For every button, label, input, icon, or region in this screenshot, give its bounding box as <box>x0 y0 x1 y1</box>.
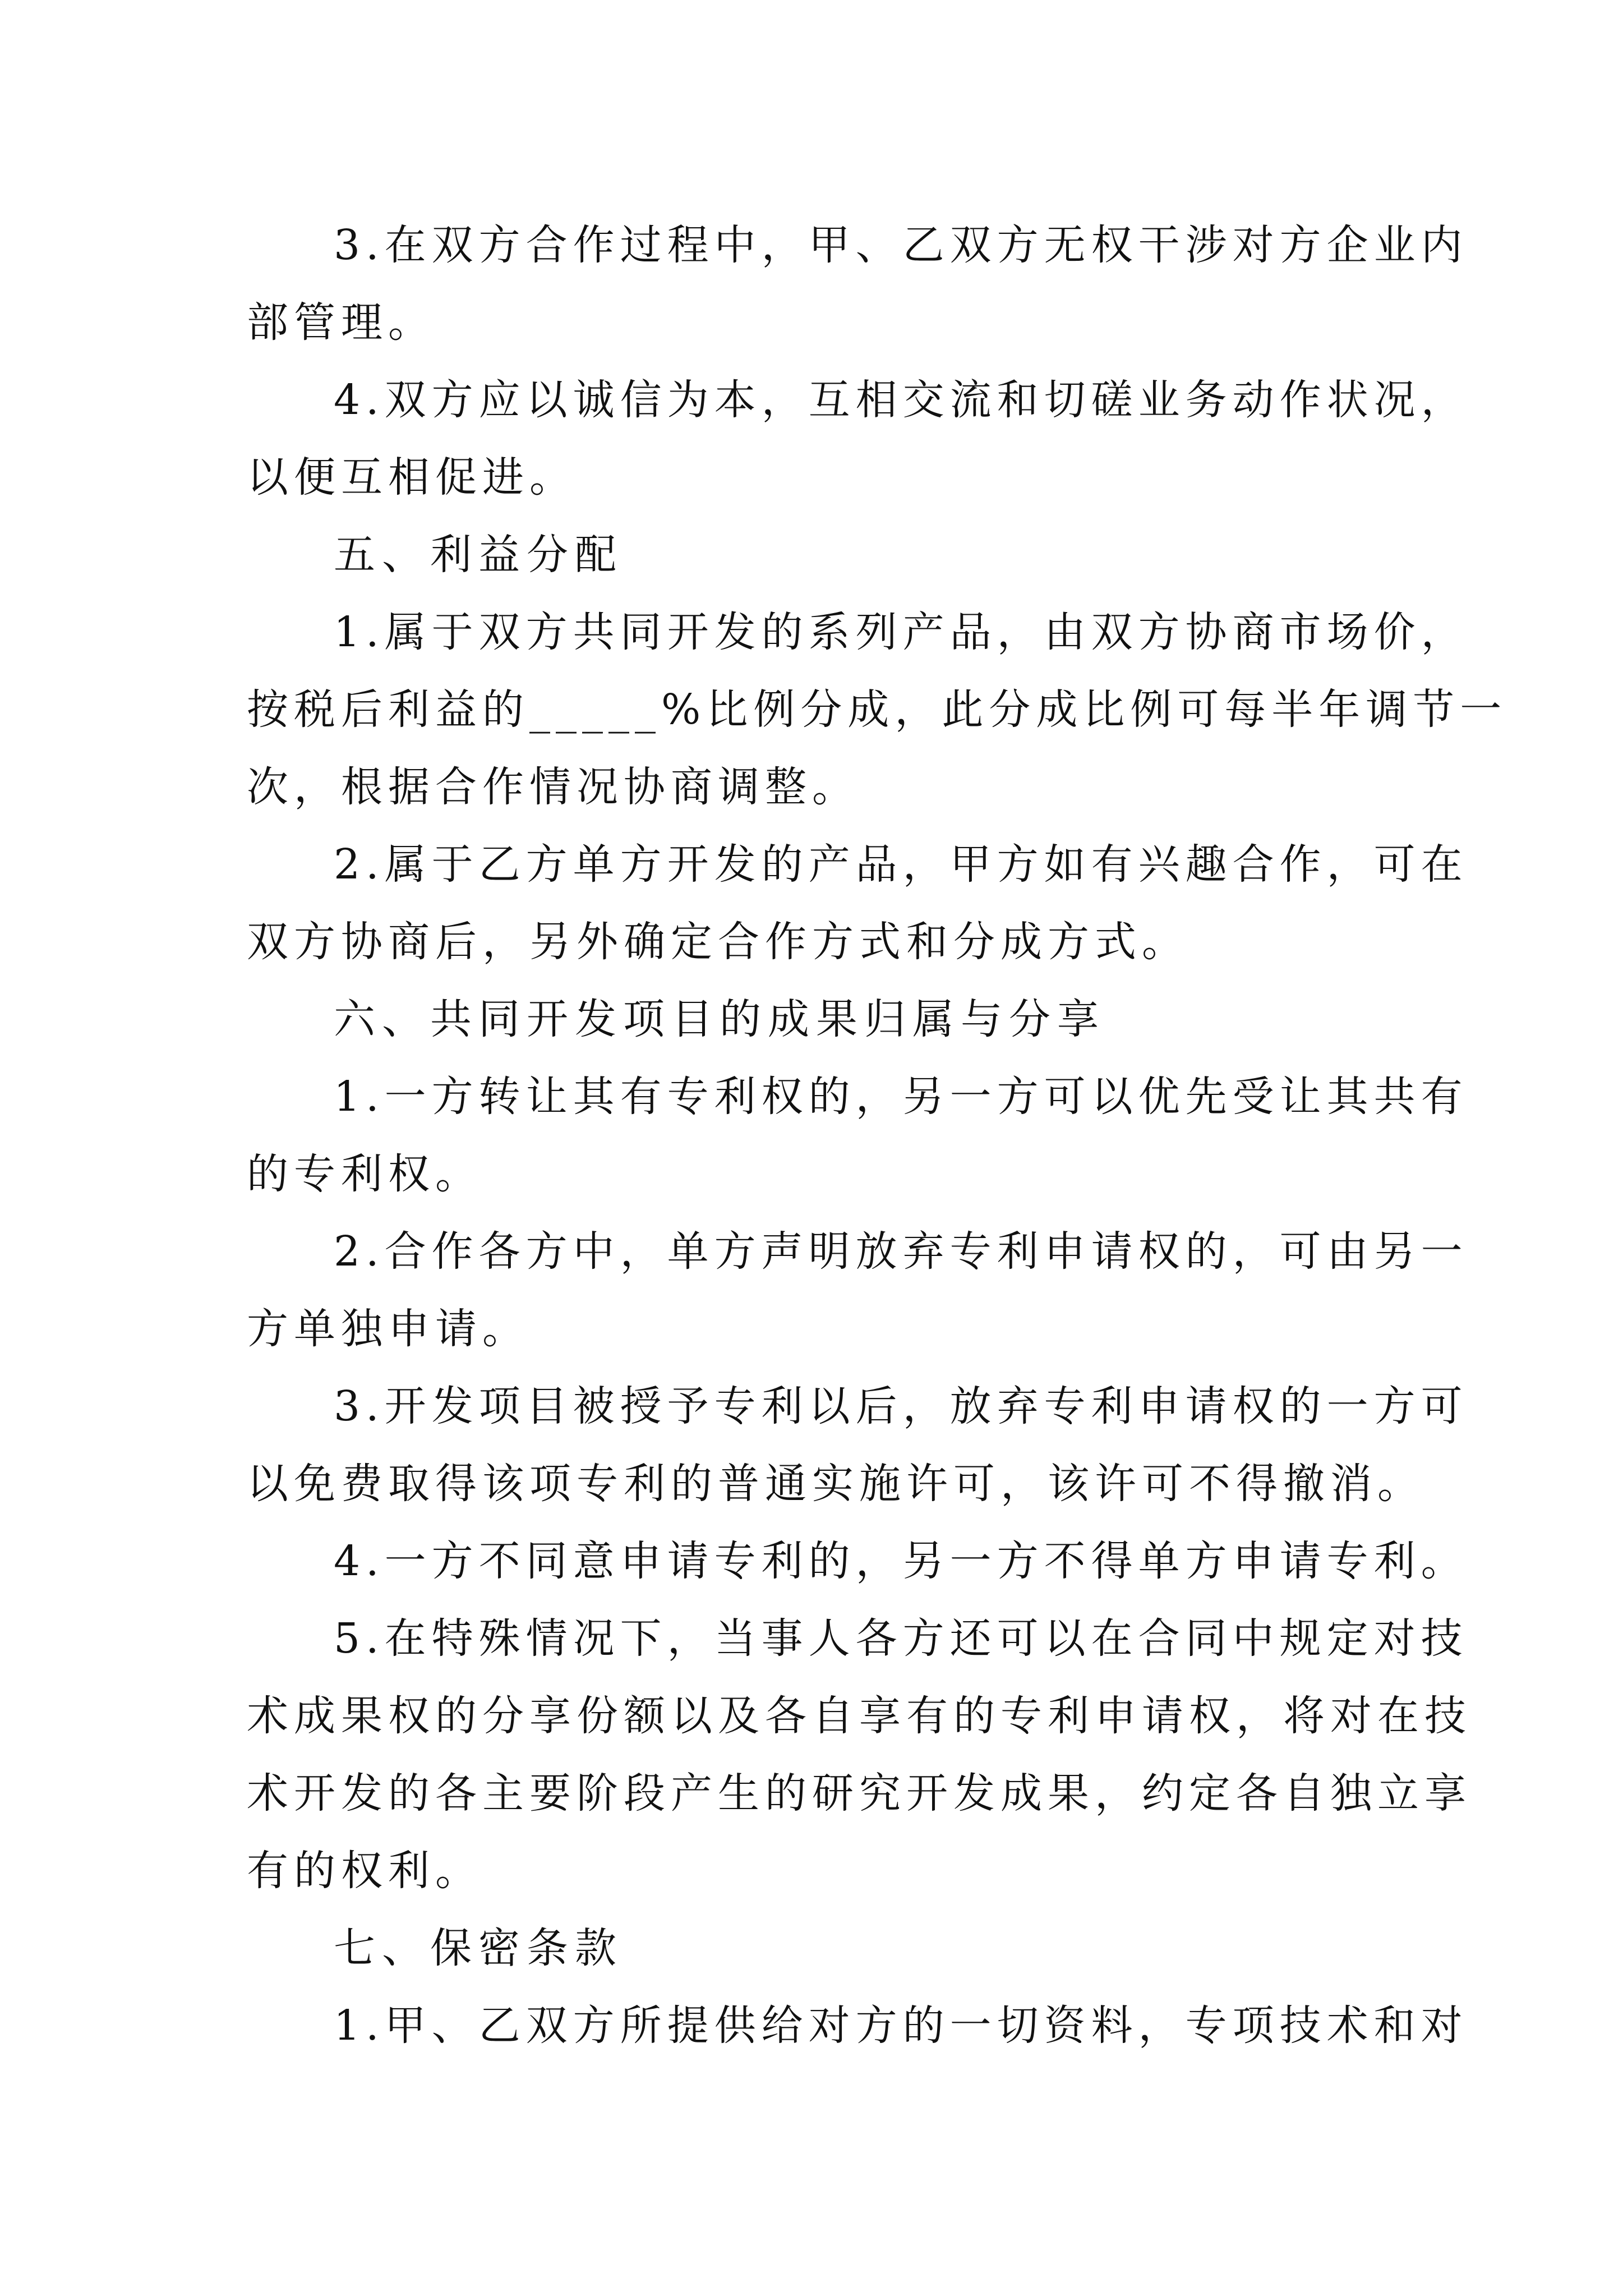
clause-7-2-line-2: 方单独申请。 <box>247 1305 529 1353</box>
clause-7-5-line-1: 5.在特殊情况下，当事人各方还可以在合同中规定对技 <box>334 1614 1468 1663</box>
clause-7-5-line-2: 术成果权的分享份额以及各自享有的专利申请权，将对在技 <box>247 1692 1472 1740</box>
clause-5-4-line-1: 4.双方应以诚信为本，互相交流和切磋业务动作状况， <box>334 376 1468 424</box>
clause-7-2-line-1: 2.合作各方中，单方声明放弃专利申请权的，可由另一 <box>334 1227 1468 1276</box>
clause-7-3-line-2: 以免费取得该项专利的普通实施许可，该许可不得撤消。 <box>247 1460 1424 1508</box>
clause-6-2-line-2: 双方协商后，另外确定合作方式和分成方式。 <box>247 918 1189 966</box>
clause-7-1-line-2: 的专利权。 <box>247 1150 482 1198</box>
clause-7-1-line-1: 1.一方转让其有专利权的，另一方可以优先受让其共有 <box>334 1073 1468 1121</box>
clause-6-1-line-2: 按税后利益的_____%比例分成，此分成比例可每半年调节一 <box>247 685 1507 734</box>
clause-7-5-line-4: 有的权利。 <box>247 1847 482 1895</box>
clause-7-4-line-1: 4.一方不同意申请专利的，另一方不得单方申请专利。 <box>334 1537 1468 1585</box>
clause-7-5-line-3: 术开发的各主要阶段产生的研究开发成果，约定各自独立享 <box>247 1769 1472 1818</box>
clause-6-1-line-3: 次，根据合作情况协商调整。 <box>247 763 859 811</box>
clause-5-3-line-1: 3.在双方合作过程中，甲、乙双方无权干涉对方企业内 <box>334 221 1468 269</box>
clause-6-1-line-1: 1.属于双方共同开发的系列产品，由双方协商市场价， <box>334 608 1468 656</box>
clause-7-3-line-1: 3.开发项目被授予专利以后，放弃专利申请权的一方可 <box>334 1382 1468 1430</box>
clause-5-4-line-2: 以便互相促进。 <box>247 453 577 501</box>
clause-8-1-line-1: 1.甲、乙双方所提供给对方的一切资料，专项技术和对 <box>334 2001 1468 2050</box>
section-heading-6: 六、共同开发项目的成果归属与分享 <box>334 995 1105 1043</box>
clause-6-2-line-1: 2.属于乙方单方开发的产品，甲方如有兴趣合作，可在 <box>334 840 1468 889</box>
section-heading-7: 七、保密条款 <box>334 1924 623 1972</box>
clause-5-3-line-2: 部管理。 <box>247 298 435 347</box>
section-heading-5: 五、利益分配 <box>334 531 623 579</box>
